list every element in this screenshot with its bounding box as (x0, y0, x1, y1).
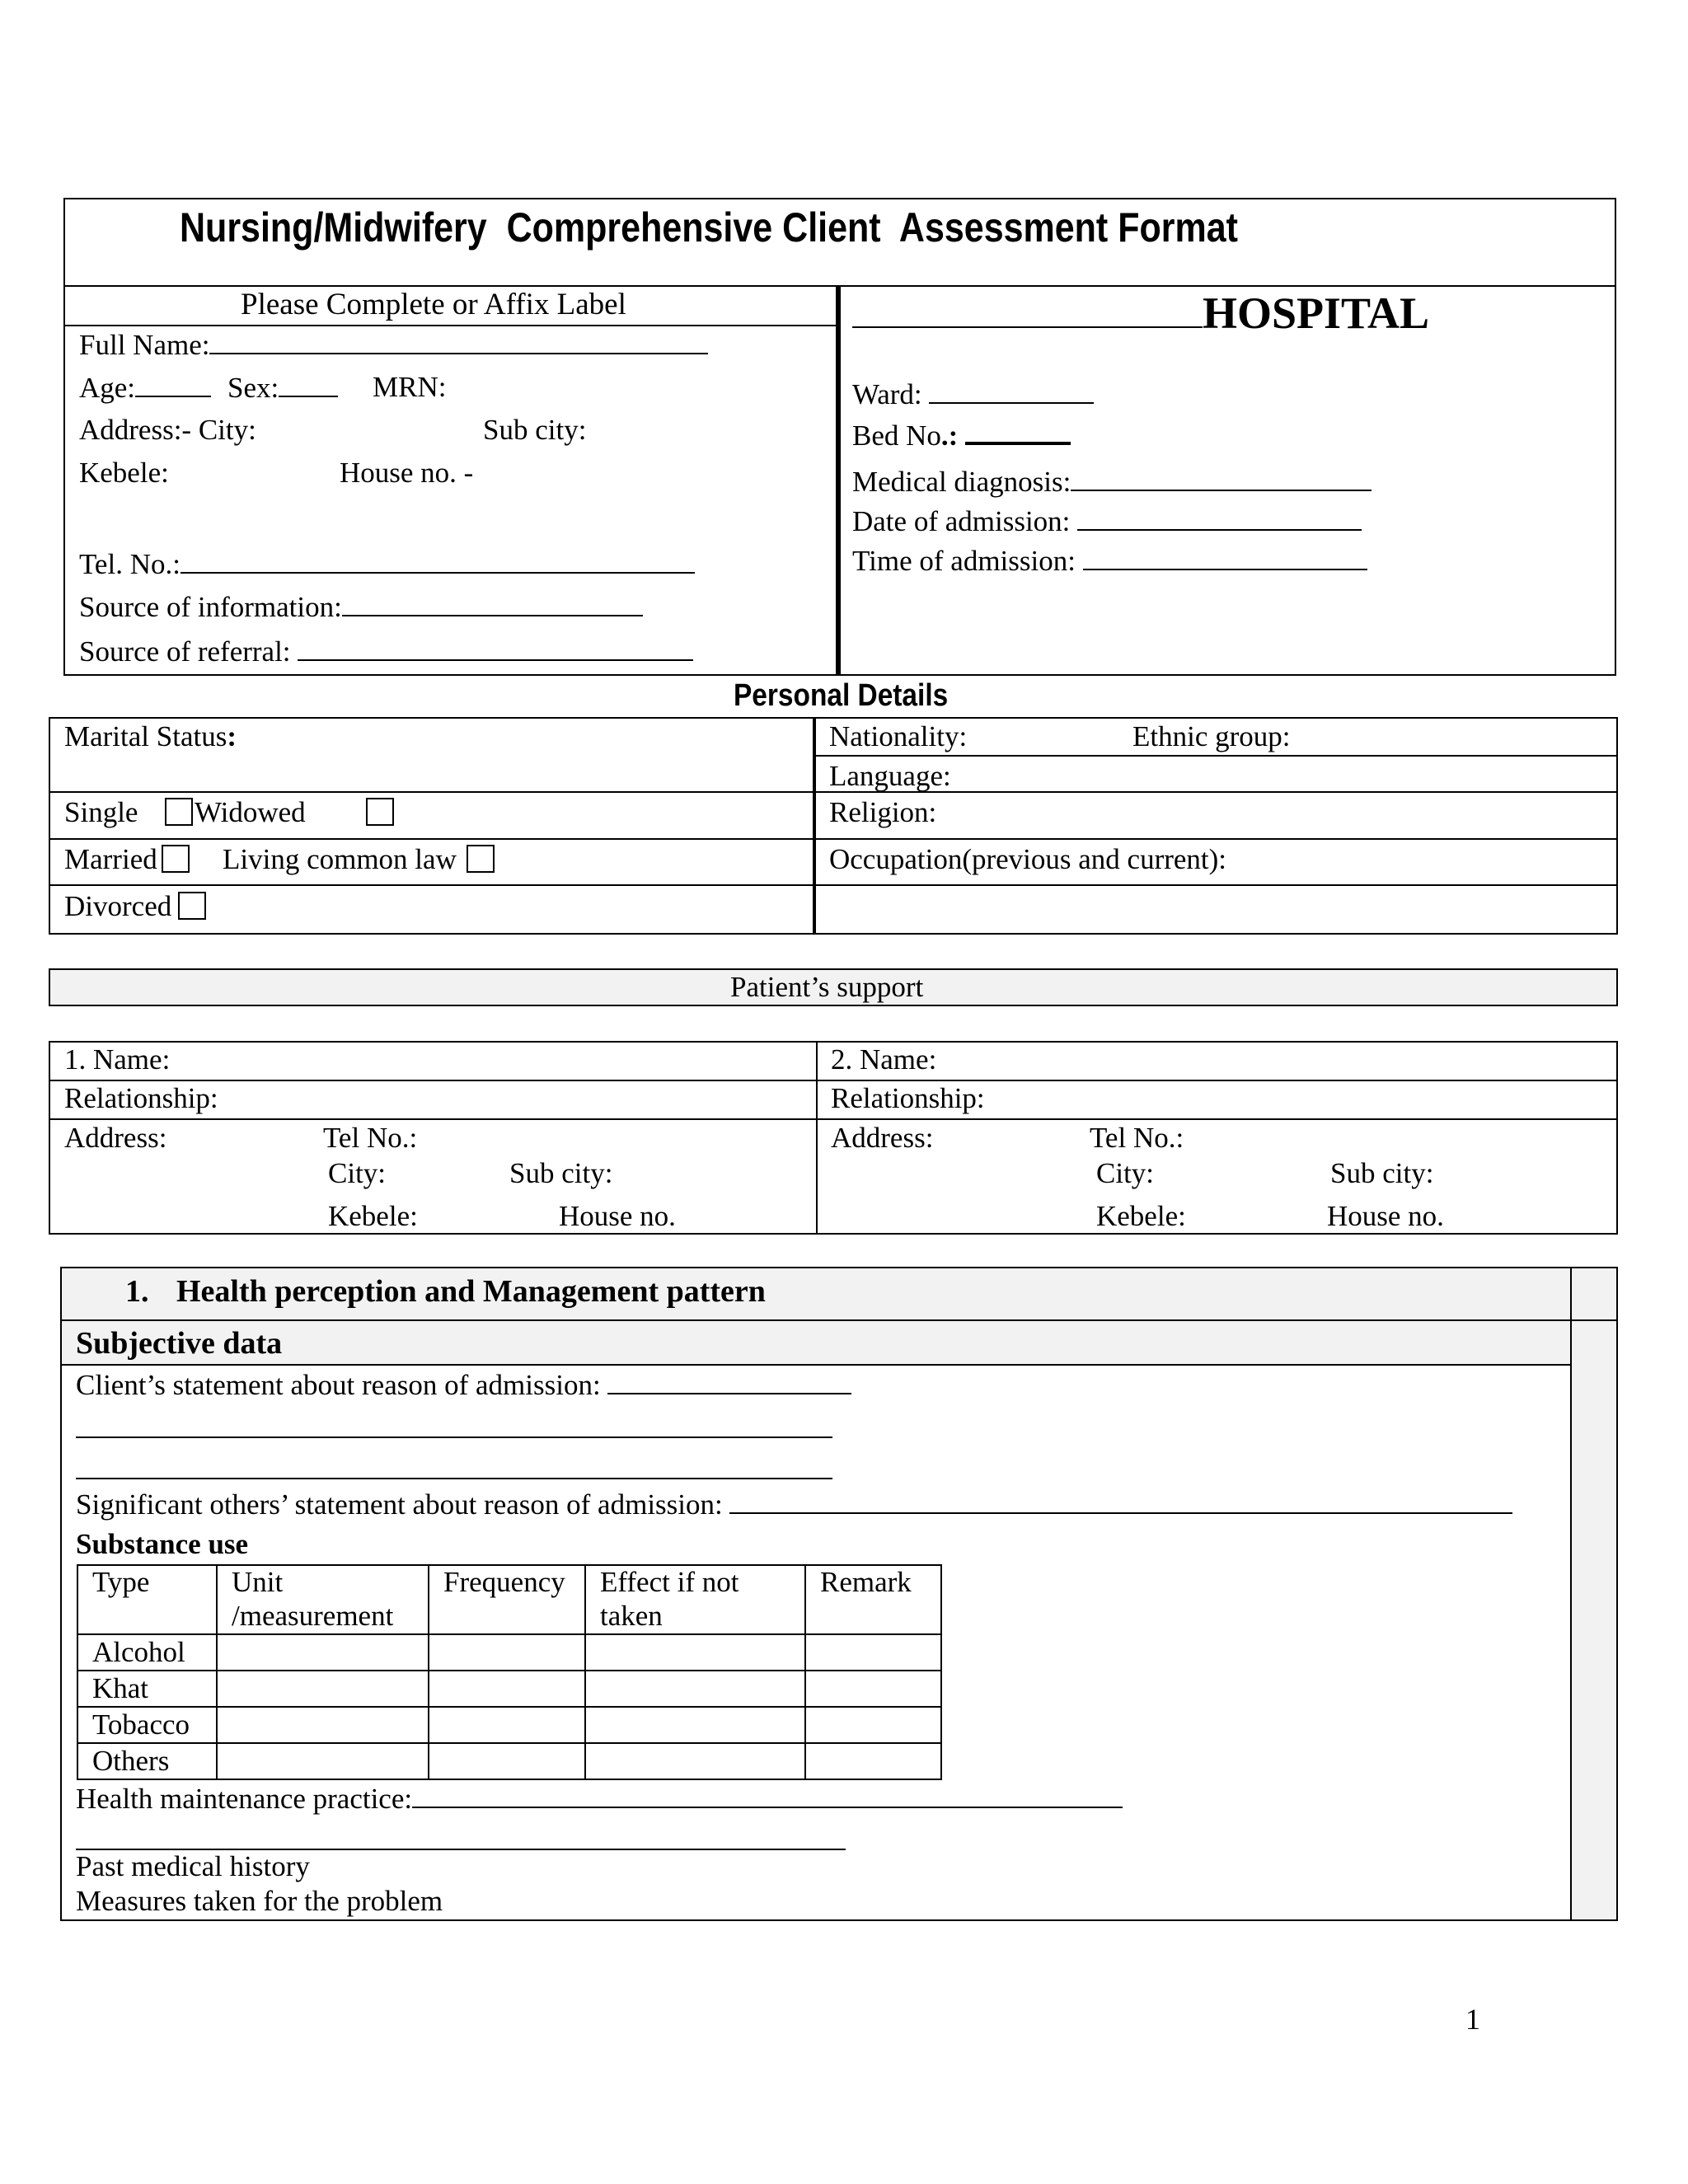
date-admission-field[interactable] (1077, 504, 1362, 531)
past-medical-history-label: Past medical history (76, 1850, 310, 1882)
substance-header-remark: Remark (820, 1566, 912, 1598)
health-maintenance-label (76, 1782, 1123, 1816)
marital-status-colon: : (227, 720, 237, 752)
support1-house-no: House no. (559, 1200, 676, 1232)
hospital-name (852, 288, 1429, 338)
personal-details-divider (813, 717, 816, 935)
widowed-checkbox[interactable] (366, 798, 394, 826)
tel-no-field[interactable] (181, 547, 695, 574)
kebele-label: Kebele: (79, 457, 169, 489)
support-line-2 (49, 1118, 1618, 1120)
time-admission-text: Time of admission: (852, 545, 1076, 577)
substance-header-frequency: Frequency (443, 1566, 565, 1598)
patient-support-heading: Patient’s support (730, 971, 924, 1003)
married-label: Married (64, 843, 157, 875)
time-admission-label (852, 544, 1367, 578)
support2-city: City: (1096, 1157, 1155, 1189)
support1-tel: Tel No.: (323, 1122, 418, 1154)
health-section-number: 1. (125, 1274, 149, 1309)
nationality-label: Nationality: (829, 720, 968, 752)
client-statement-line-3[interactable] (76, 1478, 832, 1479)
patient-hospital-divider (836, 285, 841, 676)
form-title: Nursing/Midwifery Comprehensive Client Assessment Format (180, 204, 1238, 251)
support2-address: Address: (831, 1122, 934, 1154)
full-name-field[interactable] (209, 328, 708, 354)
substance-row-line-3 (77, 1706, 942, 1708)
health-right-column-line (1570, 1267, 1572, 1921)
time-admission-field[interactable] (1083, 544, 1367, 570)
substance-row-khat: Khat (92, 1672, 149, 1704)
others-statement-label (76, 1488, 1512, 1521)
substance-header-effect-2: taken (600, 1600, 663, 1632)
subjective-header-line (60, 1364, 1572, 1366)
bed-no-field[interactable] (965, 417, 1071, 445)
substance-col-2 (428, 1564, 429, 1780)
health-maintenance-text: Health maintenance practice: (76, 1783, 413, 1815)
bed-no-colon: .: (940, 419, 959, 452)
measures-taken-label: Measures taken for the problem (76, 1885, 443, 1917)
single-label: Single (64, 796, 138, 828)
substance-header-unit-1: Unit (232, 1566, 284, 1598)
support-divider (816, 1041, 818, 1235)
tel-no-label (79, 547, 695, 581)
sex-text: Sex: (227, 372, 279, 404)
language-label: Language: (829, 760, 951, 792)
substance-row-line-4 (77, 1742, 942, 1744)
date-admission-label (852, 504, 1362, 538)
pd-line-3 (49, 884, 1618, 886)
client-statement-field[interactable] (607, 1368, 851, 1394)
full-name-text: Full Name: (79, 329, 210, 361)
support2-name: 2. Name: (831, 1043, 937, 1076)
subjective-header-bg (62, 1321, 1570, 1364)
support1-name: 1. Name: (64, 1043, 171, 1076)
support1-sub-city: Sub city: (509, 1157, 613, 1189)
occupation-label: Occupation(previous and current): (829, 843, 1227, 875)
support2-relationship: Relationship: (831, 1082, 985, 1114)
source-info-label (79, 590, 643, 624)
ethnic-group-label: Ethnic group: (1132, 720, 1291, 752)
substance-col-1 (216, 1564, 218, 1780)
sex-label (227, 371, 338, 405)
source-info-text: Source of information: (79, 591, 342, 623)
health-section-title: Health perception and Management pattern (176, 1274, 766, 1309)
substance-row-others: Others (92, 1745, 170, 1777)
substance-header-effect-1: Effect if not (600, 1566, 739, 1598)
divorced-checkbox[interactable] (178, 892, 206, 920)
substance-col-3 (584, 1564, 586, 1780)
mrn-label: MRN: (373, 371, 447, 403)
health-maintenance-field[interactable] (412, 1782, 1123, 1808)
label-heading-line (63, 325, 838, 326)
living-common-law-label: Living common law (223, 843, 457, 875)
tel-no-text: Tel. No.: (79, 548, 181, 580)
health-header-line (60, 1319, 1618, 1321)
sub-city-label: Sub city: (483, 414, 587, 446)
address-label: Address:- City: (79, 414, 256, 446)
widowed-label: Widowed (195, 796, 306, 828)
religion-label: Religion: (829, 796, 937, 828)
support2-sub-city: Sub city: (1330, 1157, 1434, 1189)
age-text: Age: (79, 372, 136, 404)
right-margin-column (1570, 1319, 1616, 1919)
substance-row-line-1 (77, 1633, 942, 1635)
bed-no-text: Bed No (852, 419, 941, 452)
bed-no-label (852, 417, 1071, 452)
client-statement-label (76, 1368, 851, 1402)
pd-line-language (816, 755, 1617, 757)
support1-city: City: (328, 1157, 387, 1189)
marital-status-text: Marital Status (64, 720, 227, 752)
support2-house-no: House no. (1327, 1200, 1444, 1232)
substance-row-line-2 (77, 1670, 942, 1671)
source-referral-text: Source of referral: (79, 635, 291, 668)
support2-tel: Tel No.: (1090, 1122, 1184, 1154)
support2-kebele: Kebele: (1096, 1200, 1186, 1232)
support1-address: Address: (64, 1122, 167, 1154)
support-line-1 (49, 1080, 1618, 1081)
hospital-text: HOSPITAL (1203, 288, 1430, 338)
source-referral-field[interactable] (298, 635, 693, 661)
label-heading: Please Complete or Affix Label (241, 288, 626, 321)
date-admission-text: Date of admission: (852, 505, 1071, 537)
ward-field[interactable] (929, 377, 1094, 404)
client-statement-text: Client’s statement about reason of admission: (76, 1369, 601, 1401)
source-referral-label (79, 635, 693, 668)
ward-label (852, 377, 1094, 411)
age-label (79, 371, 211, 405)
client-statement-line-2[interactable] (76, 1436, 832, 1438)
subjective-data-heading: Subjective data (76, 1326, 283, 1361)
personal-details-heading: Personal Details (734, 678, 949, 713)
page-number: 1 (1465, 2003, 1480, 2036)
medical-diagnosis-label (852, 465, 1372, 499)
substance-header-type: Type (92, 1566, 150, 1598)
marital-status-label (64, 720, 237, 753)
support1-relationship: Relationship: (64, 1082, 218, 1114)
full-name-label (79, 328, 708, 362)
substance-row-tobacco: Tobacco (92, 1708, 190, 1741)
support1-kebele: Kebele: (328, 1200, 418, 1232)
hospital-name-field[interactable] (852, 290, 1203, 328)
source-info-field[interactable] (342, 590, 643, 616)
ward-text: Ward: (852, 378, 922, 410)
medical-diagnosis-field[interactable] (1071, 465, 1372, 491)
married-checkbox[interactable] (162, 845, 190, 873)
house-no-label: House no. - (340, 457, 474, 489)
others-statement-field[interactable] (729, 1488, 1512, 1514)
substance-col-4 (804, 1564, 806, 1780)
substance-header-unit-2: /measurement (232, 1600, 394, 1632)
sex-field[interactable] (279, 371, 338, 397)
medical-diagnosis-text: Medical diagnosis: (852, 466, 1071, 498)
living-common-law-checkbox[interactable] (467, 845, 495, 873)
single-checkbox[interactable] (165, 798, 193, 826)
divorced-label: Divorced (64, 890, 172, 922)
age-field[interactable] (135, 371, 211, 397)
pd-line-2 (49, 838, 1618, 840)
substance-use-heading: Substance use (76, 1528, 249, 1560)
substance-row-alcohol: Alcohol (92, 1636, 185, 1668)
others-statement-text: Significant others’ statement about reason of admission: (76, 1488, 723, 1521)
